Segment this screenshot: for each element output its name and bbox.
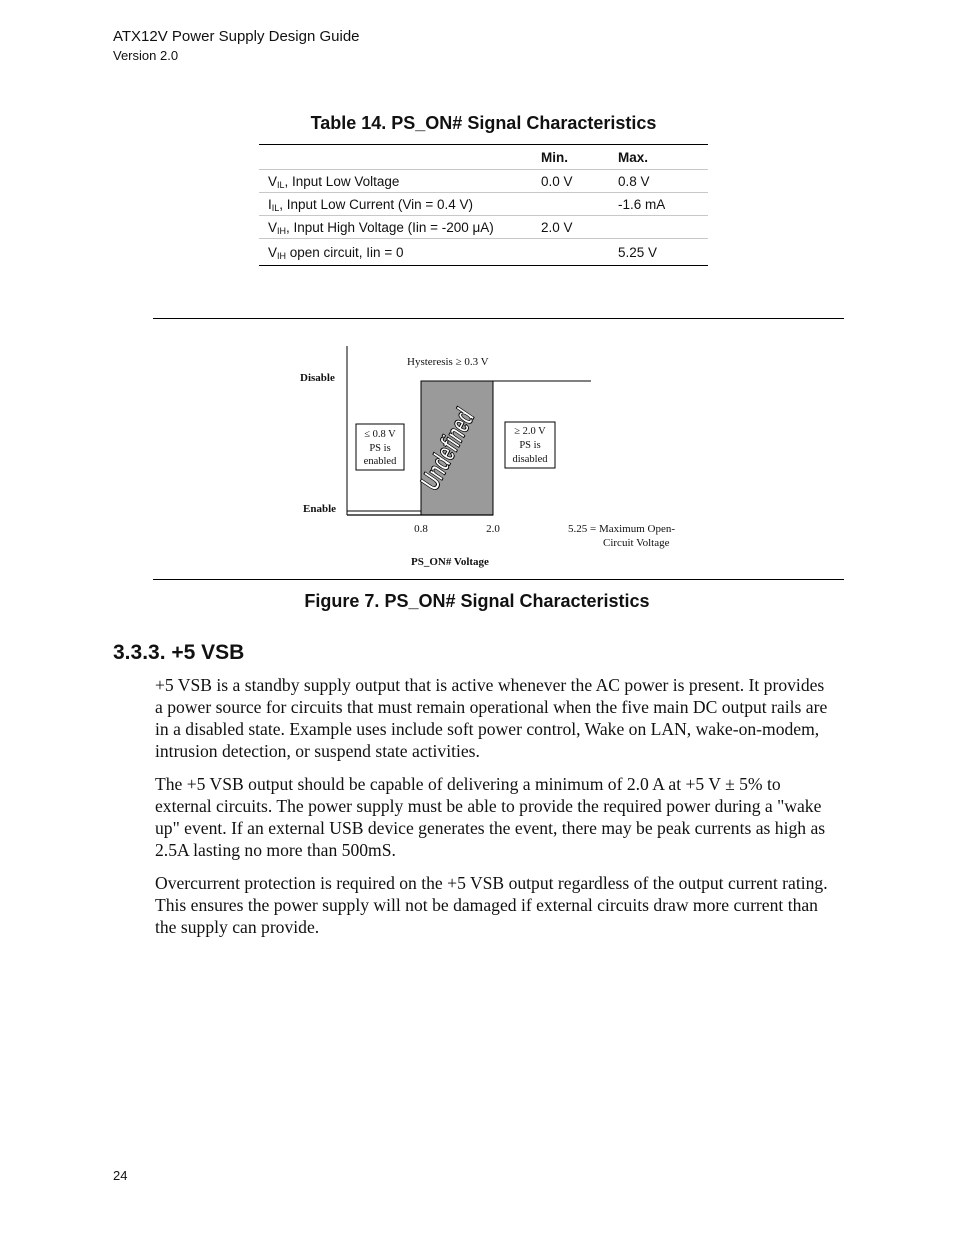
- column-header-max: Max.: [618, 149, 649, 165]
- disabled-range-threshold: ≥ 2.0 V: [514, 426, 546, 437]
- parameter-label: open circuit, Iin = 0: [286, 244, 404, 260]
- disabled-range-line2: PS is: [519, 440, 541, 451]
- enabled-range-line2: PS is: [369, 443, 391, 454]
- figure-caption: Figure 7. PS_ON# Signal Characteristics: [304, 591, 650, 611]
- undefined-label: Undefined: [413, 404, 481, 495]
- x-axis-label: PS_ON# Voltage: [411, 556, 489, 568]
- parameter-symbol: V: [268, 173, 278, 189]
- max-voltage-label-line2: Circuit Voltage: [603, 537, 670, 549]
- section-heading: 3.3.3. +5 VSB: [113, 641, 245, 664]
- min-cell: 2.0 V: [541, 216, 618, 239]
- parameter-subscript: IL: [277, 179, 285, 190]
- page-number: 24: [113, 1168, 128, 1183]
- max-cell: 0.8 V: [618, 170, 708, 193]
- disabled-range-line3: disabled: [512, 454, 548, 465]
- document-title: ATX12V Power Supply Design Guide: [113, 28, 360, 45]
- min-cell: 0.0 V: [541, 170, 618, 193]
- body-paragraph: +5 VSB is a standby supply output that is active whenever the AC power is present. It provides a power source for circuits that must remain operational when the five main DC output rails are in a disabled state. Example uses include soft power control, Wake on LAN, wake-on-modem, intrusion detection, or suspend state activities.: [155, 675, 828, 761]
- parameter-label: , Input Low Current (Vin = 0.4 V): [279, 196, 474, 212]
- document-version: Version 2.0: [113, 48, 179, 63]
- figure-bottom-rule: [153, 579, 844, 580]
- parameter-subscript: IH: [277, 250, 287, 261]
- enabled-range-threshold: ≤ 0.8 V: [364, 429, 396, 440]
- parameter-label: , Input Low Voltage: [284, 173, 400, 189]
- hysteresis-label: Hysteresis ≥ 0.3 V: [407, 356, 489, 368]
- parameter-symbol: V: [268, 219, 278, 235]
- parameter-subscript: IL: [271, 202, 280, 213]
- enabled-range-line3: enabled: [363, 456, 397, 467]
- tick-label-high: 2.0: [486, 523, 500, 535]
- tick-label-low: 0.8: [414, 523, 428, 535]
- parameter-label: , Input High Voltage (Iin = -200 μA): [286, 219, 494, 235]
- body-paragraph: The +5 VSB output should be capable of delivering a minimum of 2.0 A at +5 V ± 5% to external circuits. The power supply must be able to provide the required power during a "wake up" event. If an external USB device generates the event, there may be peak currents as high as 2.5A lasting no more than 500mS.: [155, 774, 826, 860]
- parameter-symbol: I: [268, 196, 272, 212]
- max-cell: 5.25 V: [618, 239, 708, 266]
- body-paragraph: Overcurrent protection is required on the +5 VSB output regardless of the output current rating. This ensures the power supply will not be damaged if external circuits draw more current than the supply can provide.: [155, 873, 828, 937]
- disable-label: Disable: [300, 372, 335, 384]
- max-cell: -1.6 mA: [618, 193, 708, 216]
- enable-label: Enable: [303, 503, 337, 515]
- table-caption: Table 14. PS_ON# Signal Characteristics: [310, 113, 657, 133]
- column-header-min: Min.: [541, 149, 568, 165]
- max-voltage-label: 5.25 = Maximum Open-: [568, 523, 676, 535]
- parameter-subscript: IH: [277, 225, 287, 236]
- parameter-symbol: V: [268, 244, 278, 260]
